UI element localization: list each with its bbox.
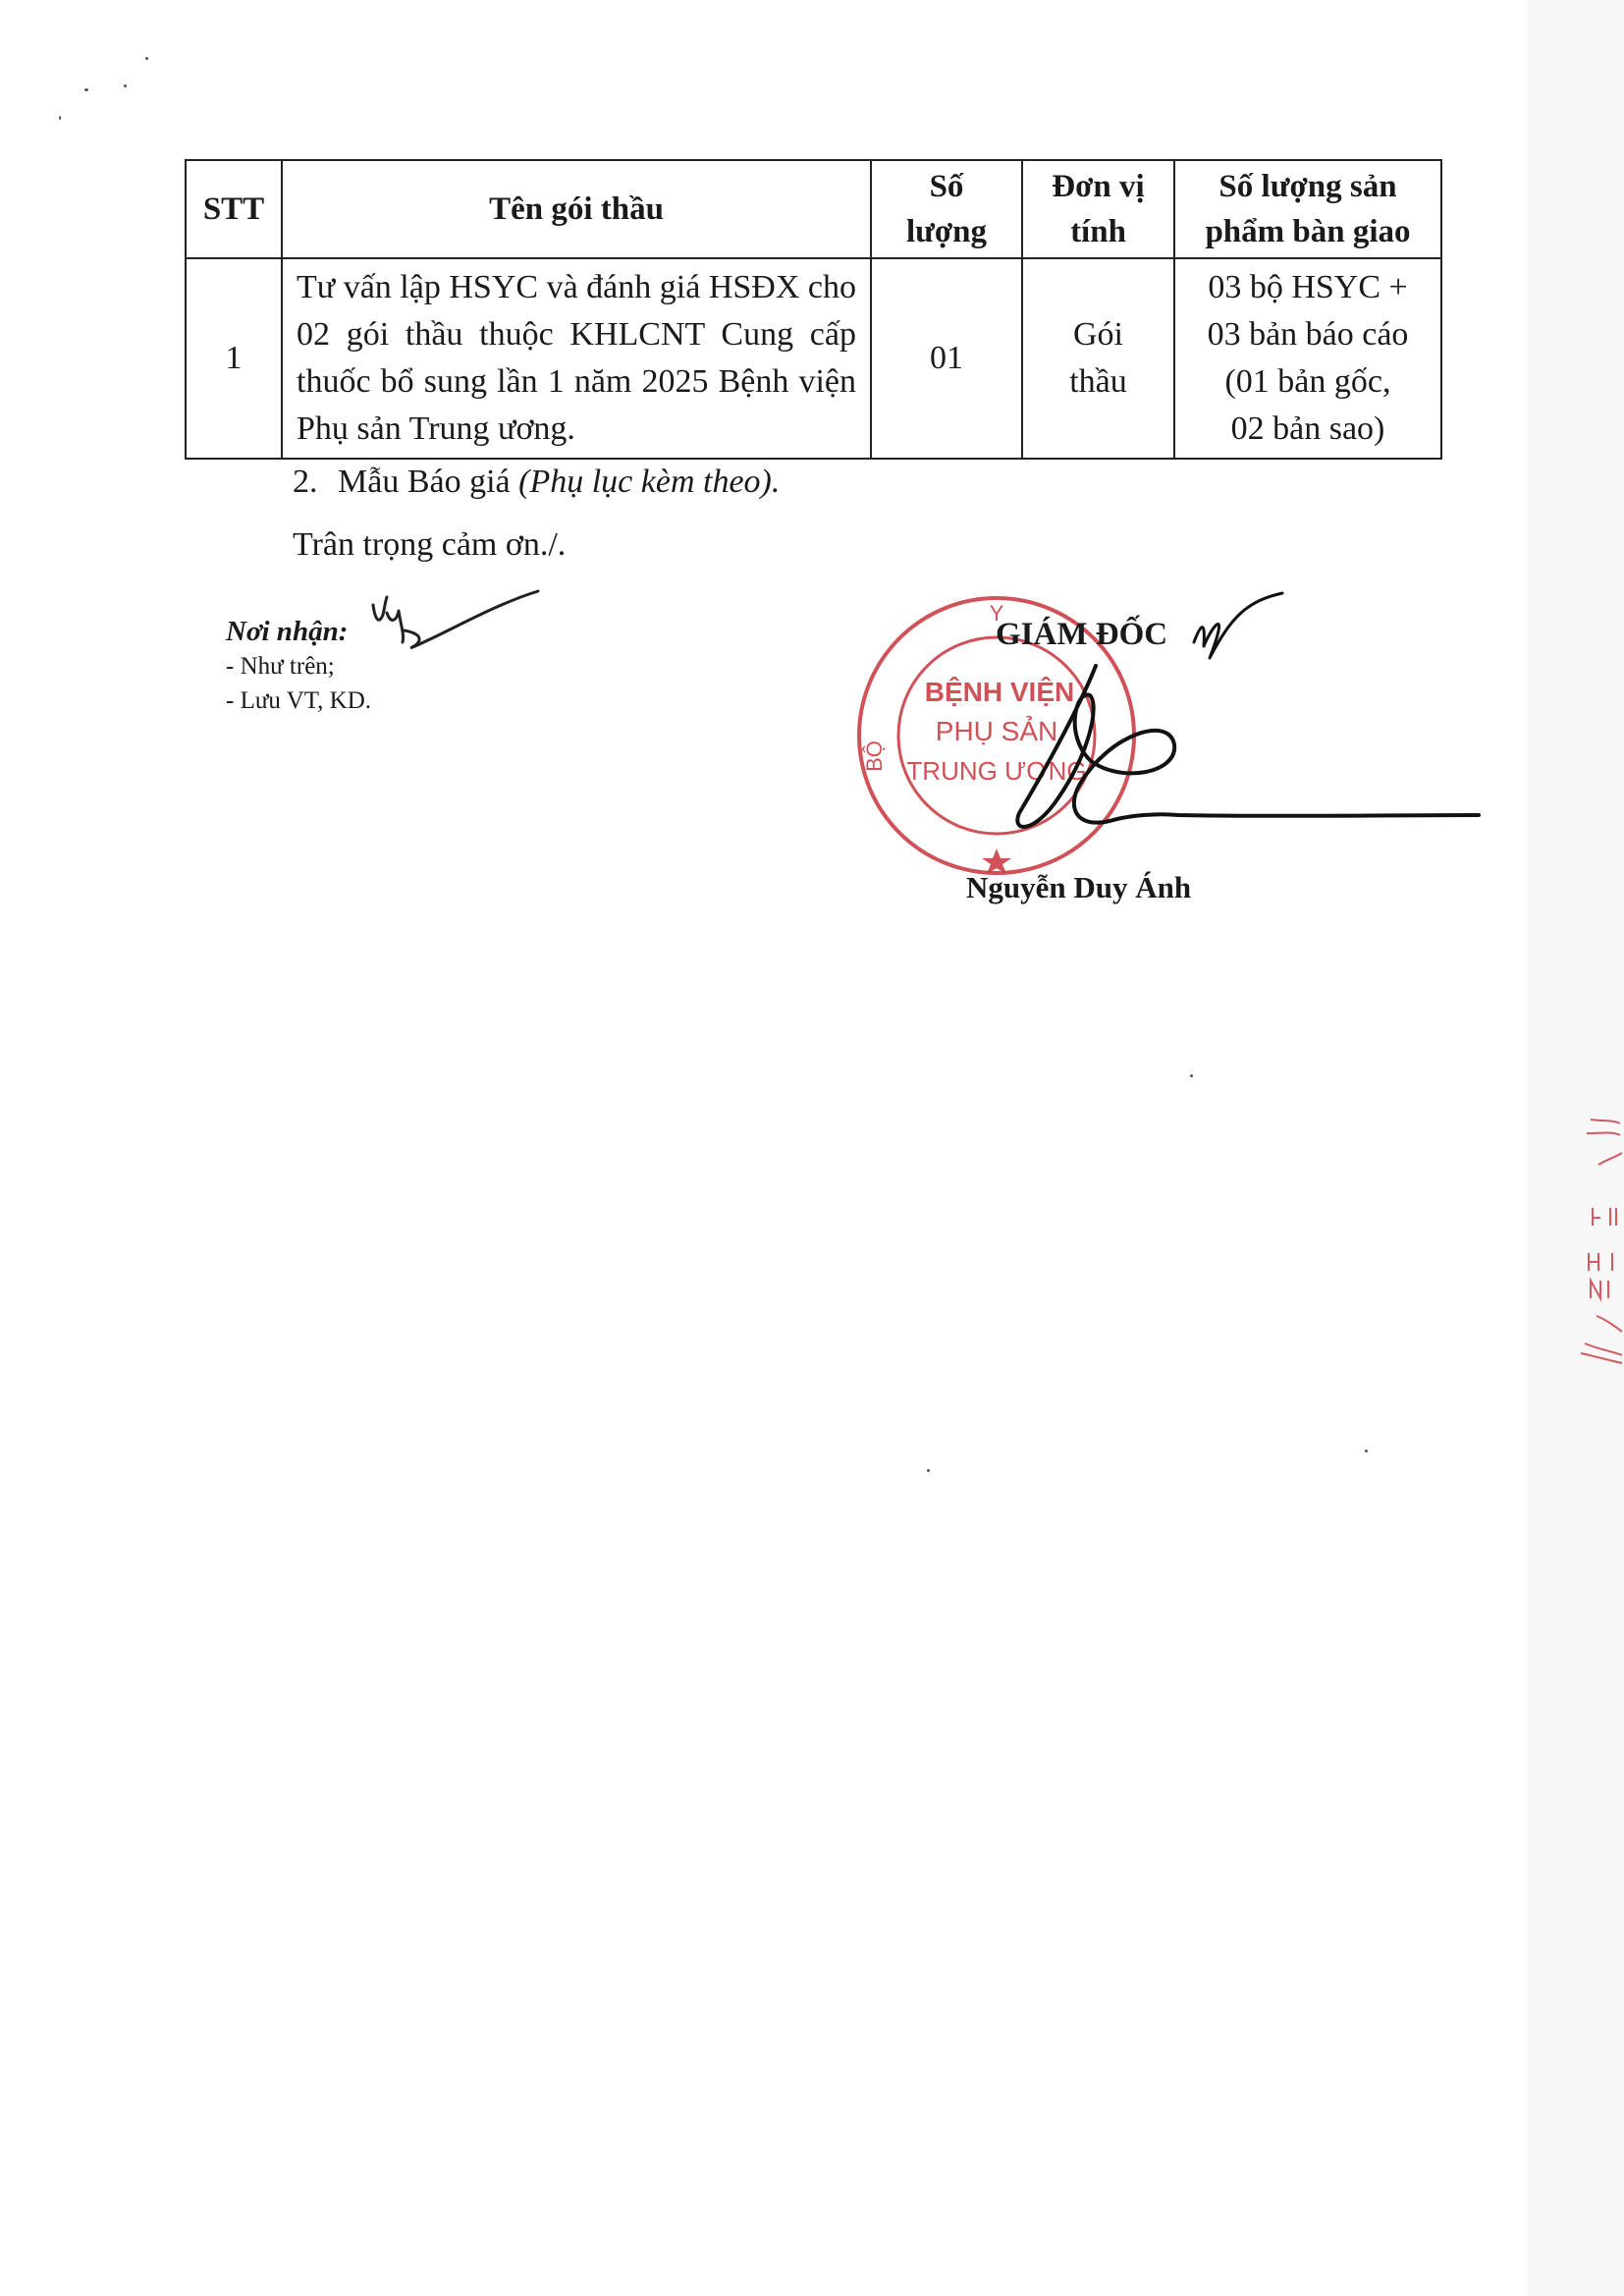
attachment-item-note: (Phụ lục kèm theo).: [518, 464, 781, 500]
scan-speck: [1365, 1449, 1368, 1452]
header-unit-line2: tính: [1070, 214, 1126, 249]
seal-left-letters: BỘ: [862, 740, 887, 772]
header-package-name: Tên gói thầu: [282, 160, 871, 258]
attachment-item-number: 2.: [293, 464, 318, 500]
attachment-item: [293, 464, 780, 501]
director-signature-icon: [982, 587, 1483, 843]
recipients-title: Nơi nhận:: [226, 616, 349, 647]
header-unit: [1022, 160, 1174, 258]
recipient-line: - Lưu VT, KD.: [226, 687, 372, 714]
bid-package-table: [185, 159, 1442, 460]
cell-deliverables-line4: 02 bản sao): [1230, 410, 1385, 447]
header-unit-line1: Đơn vị: [1052, 169, 1145, 204]
header-deliverables-line1: Số lượng sản: [1218, 169, 1397, 204]
scan-speck: [124, 84, 127, 87]
header-deliverables: [1174, 160, 1441, 258]
header-deliverables-line2: phẩm bàn giao: [1205, 214, 1411, 249]
cell-unit: [1022, 258, 1174, 459]
scan-speck: [59, 116, 61, 120]
scan-speck: [1190, 1074, 1193, 1077]
header-quantity-line1: Số: [929, 169, 964, 204]
cell-unit-line1: Gói: [1073, 316, 1123, 353]
cell-deliverables-line3: (01 bản gốc,: [1224, 363, 1391, 400]
attachment-item-text: Mẫu Báo giá: [338, 464, 511, 500]
cell-deliverables-line2: 03 bản báo cáo: [1207, 316, 1409, 353]
seal-top-letter: Y: [989, 601, 1004, 626]
cell-unit-line2: thầu: [1069, 363, 1127, 400]
header-stt: STT: [186, 160, 282, 258]
cell-deliverables: [1174, 258, 1441, 459]
scan-speck: [927, 1469, 930, 1472]
initials-signature-icon: [365, 585, 542, 654]
closing-line: Trân trọng cảm ơn./.: [293, 526, 567, 563]
recipients-block: [226, 615, 371, 718]
cell-deliverables-line1: 03 bộ HSYC +: [1208, 269, 1408, 305]
seal-line2: PHỤ SẢN: [935, 716, 1058, 746]
header-quantity-line2: lượng: [905, 214, 988, 249]
seal-line3: TRUNG ƯƠNG: [906, 756, 1087, 786]
table-header-row: [186, 160, 1441, 258]
scan-speck: [84, 88, 88, 91]
table-row: [186, 258, 1441, 459]
seal-line1: BỆNH VIỆN: [924, 677, 1075, 707]
director-name: Nguyễn Duy Ánh: [966, 870, 1192, 904]
bleed-through-seal-fragment: [1573, 1110, 1624, 1404]
cell-stt: 1: [186, 258, 282, 459]
cell-package-name: Tư vấn lập HSYC và đánh giá HSĐX cho 02 gói thầu thuộc KHLCNT Cung cấp thuốc bổ sung lần 1 năm 2025 Bệnh viện Phụ sản Trung ương.: [282, 258, 871, 459]
header-quantity: [871, 160, 1022, 258]
director-title: GIÁM ĐỐC: [996, 617, 1168, 652]
cell-quantity: 01: [871, 258, 1022, 459]
scan-speck: [145, 57, 148, 60]
recipient-line: - Như trên;: [226, 653, 335, 680]
